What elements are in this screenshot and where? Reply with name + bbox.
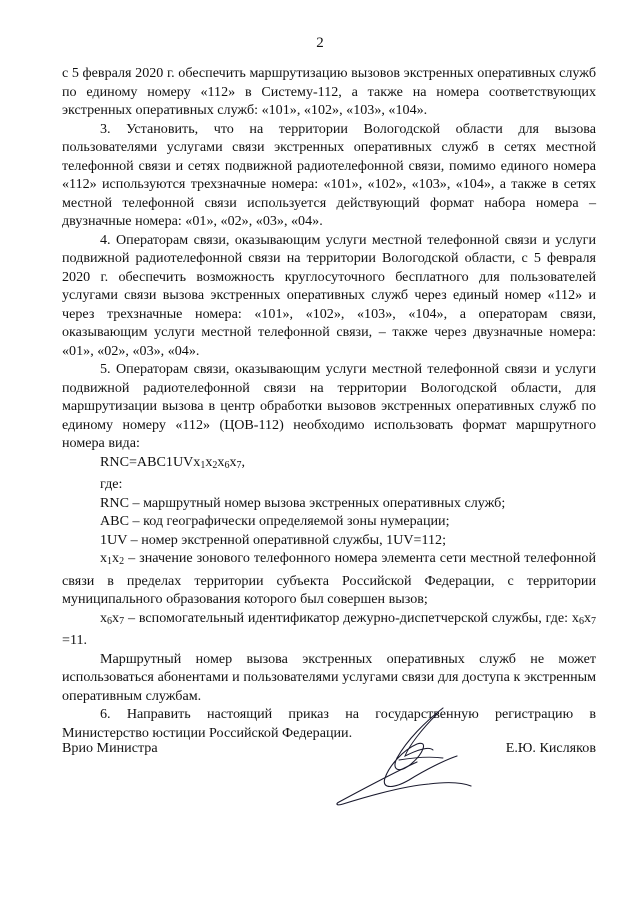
where-label: где:: [100, 476, 123, 492]
routing-number-formula: $RNC=ABC1UVx_1x_2x_6x_7$,: [100, 453, 246, 471]
definition-x6x7: $x_6x_7$ – вспомогательный идентификатор дежурно-диспетчерской службы, где: $x_6x_7 =11$.: [62, 609, 596, 648]
paragraph-continuation: с 5 февраля 2020 г. обеспечить маршрутизацию вызовов экстренных оперативных служб по единому номеру «112» в Систему-112, а также на номера соответствующих экстренных оперативных служб: «101», «102», «103», «104».: [62, 65, 596, 118]
paragraph-item-6: 6. Направить настоящий приказ на государственную регистрацию в Министерство юстиции Российской Федерации.: [62, 706, 596, 741]
definition-rnc: RNC – маршрутный номер вызова экстренных оперативных служб;: [100, 494, 506, 511]
document-body: [62, 64, 596, 742]
signatory-role: Врио Министра: [62, 740, 158, 756]
definition-x1x2: $x_1x_2$ – значение зонового телефонного номера элемента сети местной телефонной связи в пределах территории субъекта Российской Федерации, с территории муниципального образования которого был совершен вызов;: [62, 550, 596, 607]
definition-abc: ABC – код географически определяемой зоны нумерации;: [100, 513, 450, 529]
page-number: 2: [316, 35, 324, 51]
routing-number-note: Маршрутный номер вызова экстренных оперативных служб не может использоваться абонентами и пользователями услугами связи для доступа к экстренным оперативным службам.: [62, 650, 596, 704]
signatory-name: Е.Ю. Кисляков: [505, 740, 596, 756]
paragraph-item-4: 4. Операторам связи, оказывающим услуги местной телефонной связи и услуги подвижной радиотелефонной связи на территории Вологодской области, с 5 февраля 2020 г. обеспечить возможность круглосуточного бесплатного для пользователей услугами связи вызова экстренных оперативных служб через единый номер «112» и через трехзначные номера: «101», «102», «103», «104», а операторам связи, оказывающим услуги местной телефонной связи, – также через двузначные номера: «01», «02», «03», «04».: [62, 231, 596, 359]
paragraph-item-3: 3. Установить, что на территории Вологодской области для вызова пользователями услугами связи экстренных оперативных служб в сетях местной телефонной связи и сетях подвижной радиотелефонной связи, помимо единого номера «112» используются трехзначные номера: «101», «102», «103», «104», а также в сетях местной телефонной связи используется действующий формат набора номера – двузначные номера: «01», «02», «03», «04».: [62, 120, 596, 229]
paragraph-item-5: 5. Операторам связи, оказывающим услуги местной телефонной связи и услуги подвижной радиотелефонной связи на территории Вологодской области, для маршрутизации вызова в центр обработки вызовов экстренных оперативных служб по единому номеру «112» (ЦОВ-112) необходимо использовать формат маршрутного номера вида:: [62, 361, 596, 451]
definition-1uv: 1UV – номер экстренной оперативной службы, 1UV=112;: [100, 531, 447, 548]
handwritten-signature: [325, 700, 475, 810]
